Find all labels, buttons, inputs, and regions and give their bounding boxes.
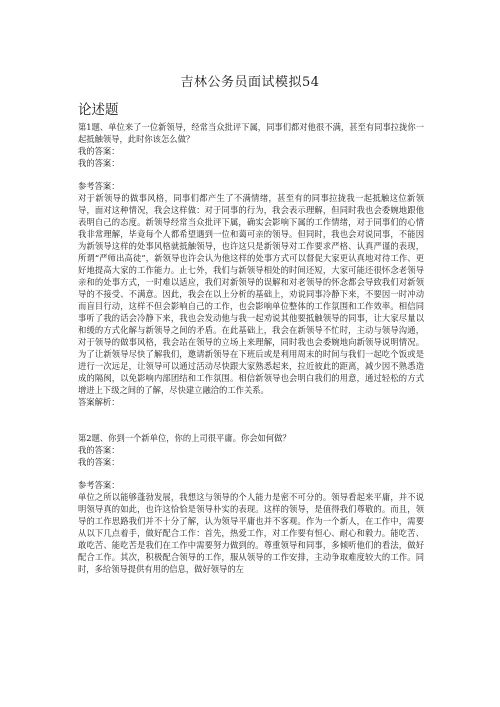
question-2-my-answer-label-repeat: 我的答案： [78, 457, 120, 467]
section-heading: 论述题 [78, 102, 119, 118]
question-2-reference-label: 参考答案： [78, 480, 120, 490]
question-1-reference-label: 参考答案： [78, 181, 120, 191]
question-1-title: 第1题、单位来了一位新领导，经常当众批评下属，同事们都对他很不满，甚至有同事拉拢你一起抵触领导，此时你该怎么做？ [78, 122, 424, 144]
question-1-my-answer-label: 我的答案： [78, 146, 120, 156]
question-1-analysis-label: 答案解析： [78, 397, 120, 407]
document-body [78, 121, 424, 575]
question-2-title: 第2题、你到一个新单位，你的上司很平庸。你会如何做？ [78, 433, 291, 443]
document-title: 吉林公务员面试模拟54 [180, 75, 320, 90]
question-2-reference-text: 单位之所以能够蓬勃发展，我想这与领导的个人能力是密不可分的。领导看起来平庸，并不说明领导真的如此，也许这恰恰是领导朴实的表现。这样的领导，是值得我们尊敬的。而且，领导的工作思路我们并不十分了解，认为领导平庸也并不客观。作为一个新人，在工作中，需要从以下几点着手，做好配合工作：首先，热爱工作，对工作要有恒心、耐心和毅力。能吃苦、敢吃苦、能吃苦是我们在工作中需要努力做到的。尊重领导和同事，多倾听他们的看法，做好配合工作。其次，积极配合领导的工作，服从领导的工作安排，主动争取难度较大的工作。同时，多给领导提供有用的信息，做好领导的左 [78, 492, 424, 574]
question-1-my-answer-label-repeat: 我的答案： [78, 158, 120, 168]
question-1-reference-text: 对于新领导的做事风格，同事们都产生了不满情绪，甚至有的同事拉拢我一起抵触这位新领导，面对这种情况，我会这样做：对于同事的行为，我会表示理解，但同时我也会委婉地跟他表明自己的态度。新领导经常当众批评下属，确实会影响下属的工作情绪，对于同事们的心情我非常理解，毕竟每个人都希望遇到一位和蔼可亲的领导。但同时，我也会对说同事，不能因为新领导这样的处事风格就抵触领导，也许这只是新领导对工作要求严格、认真严谨的表现，所谓“严师出高徒”，新领导也许会认为他这样的处事方式可以督促大家更认真地对待工作、更好地提高大家的工作能力。止七外，我们与新领导相处的时间还短，大家可能还很怀念老领导亲和的处事方式，一时难以适应，我们对新领导的误解和对老领导的怀念都会导致我们对新领导的不接受、不满意。因此，我会在以上分析的基础上，劝说同事冷静下来，不要因一时冲动而盲目行动，这样不但会影响自己的工作，也会影响单位整体的工作氛围和工作效率。相信同事听了我的话会冷静下来，我也会发动他与我一起劝说其他要抵触领导的同事，让大家尽量以和缓的方式化解与新领导之间的矛盾。在此基础上，我会在新领导不忙时，主动与领导沟通，对于领导的做事风格，我会站在领导的立场上来理解，同时我也会委婉地向新领导说明情况。为了让新领导尽快了解我们，邀请新领导在下班后或是利用周末的时间与我们一起吃个饭或是进行一次远足，让领导可以通过活动尽快跟大家熟悉起来，拉近彼此的距离，减少因不熟悉造成的隔阂，以免影响内部团结和工作氛围。相信新领导也会明白我们的用意，通过轻松的方式增进上下级之间的了解，尽快建立融洽的工作关系。 [78, 193, 424, 395]
question-2-my-answer-label: 我的答案： [78, 445, 120, 455]
